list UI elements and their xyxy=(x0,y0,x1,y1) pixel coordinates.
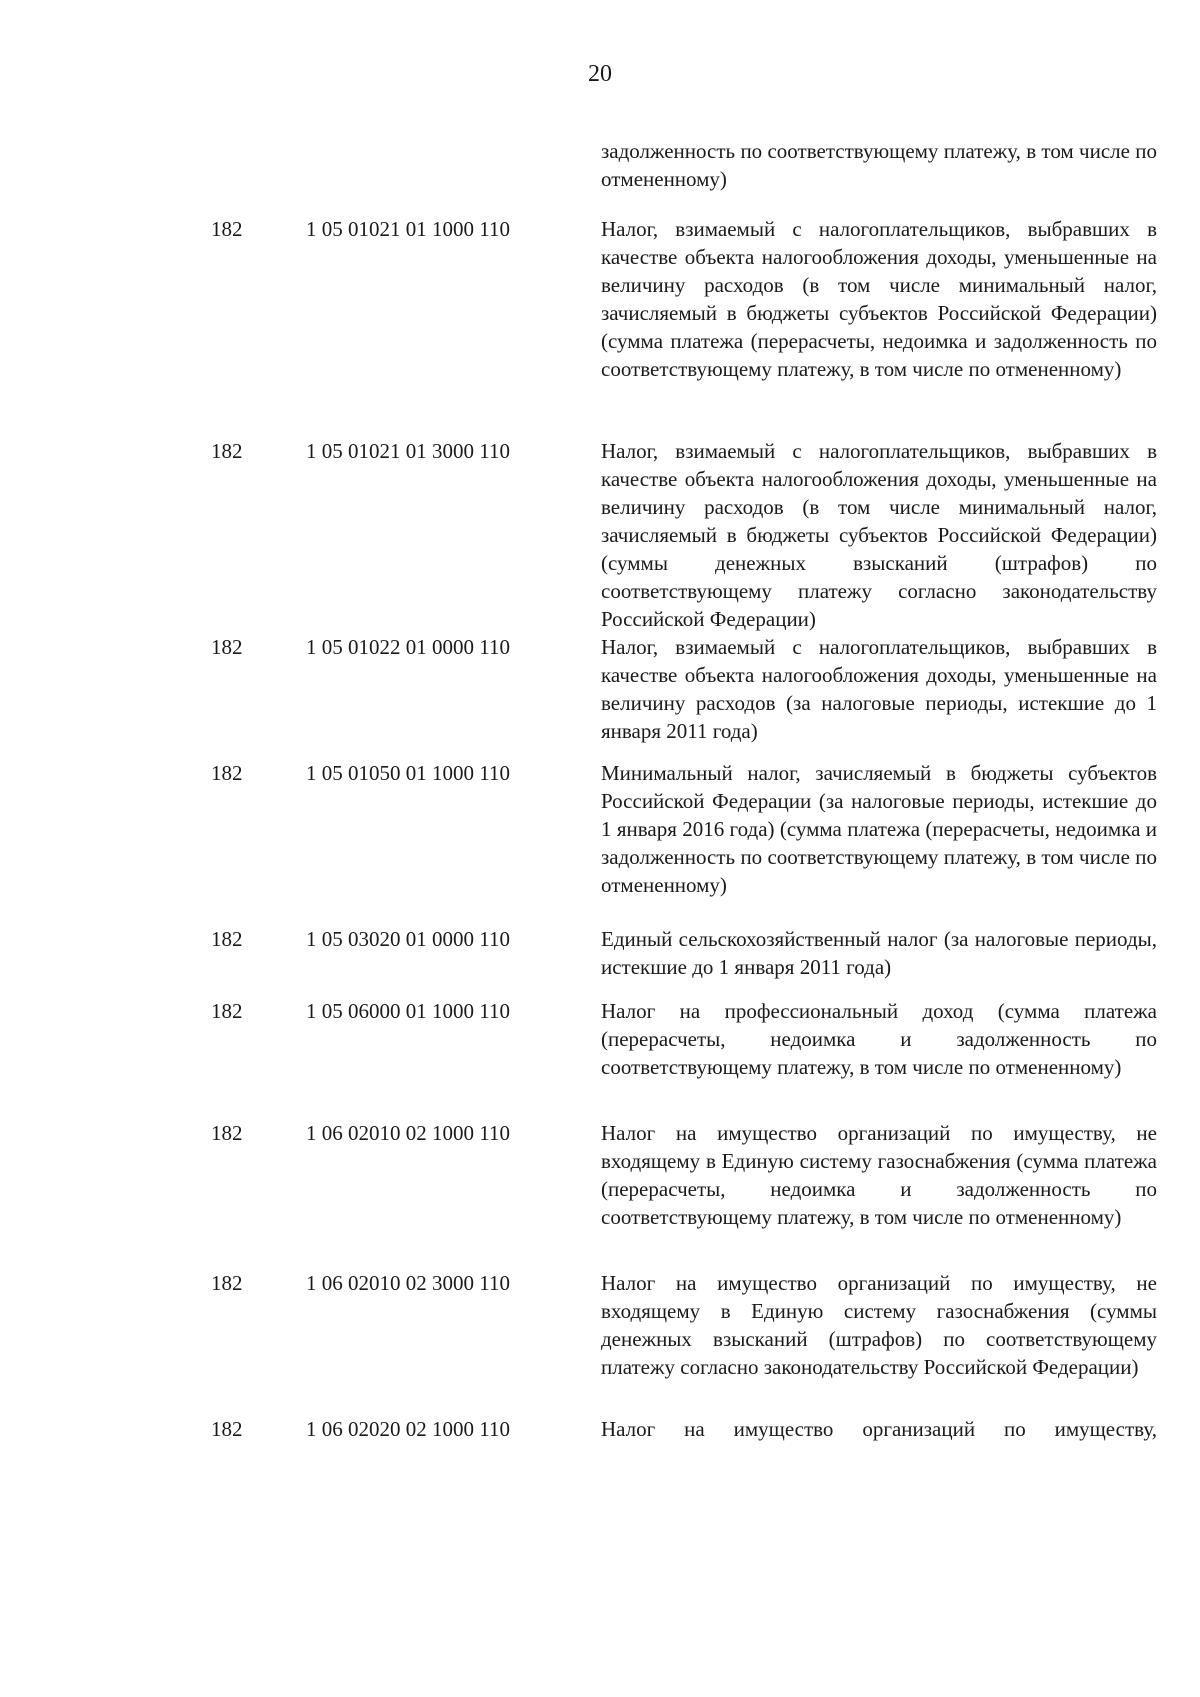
row-description: Единый сельскохозяйственный налог (за налоговые периоды, истекшие до 1 января 2011 года) xyxy=(601,927,1157,979)
kbk-code: 1 05 01021 01 1000 110 xyxy=(306,217,510,241)
row-description: Минимальный налог, зачисляемый в бюджеты субъектов Российской Федерации (за налоговые периоды, истекшие до 1 января 2016 года) (сумма платежа (перерасчеты, недоимка и задолженность по соответствующему платежу, в том числе по отмененному) xyxy=(601,761,1157,897)
row-description: Налог, взимаемый с налогоплательщиков, выбравших в качестве объекта налогообложения доходы, уменьшенные на величину расходов (за налоговые периоды, истекшие до 1 января 2011 года) xyxy=(601,635,1157,743)
row-description: Налог на имущество организаций по имуществу, не входящему в Единую систему газоснабжения (суммы денежных взысканий (штрафов) по соответствующему платежу согласно законодательству Российской Федерации) xyxy=(601,1271,1157,1379)
kbk-code: 1 05 01022 01 0000 110 xyxy=(306,635,510,659)
admin-code: 182 xyxy=(211,999,243,1023)
admin-code: 182 xyxy=(211,635,243,659)
admin-code: 182 xyxy=(211,439,243,463)
kbk-code: 1 05 06000 01 1000 110 xyxy=(306,999,510,1023)
admin-code: 182 xyxy=(211,1271,243,1295)
kbk-code: 1 06 02010 02 3000 110 xyxy=(306,1271,510,1295)
continuation-text: задолженность по соответствующему платежу, в том числе по отмененному) xyxy=(601,139,1157,191)
admin-code: 182 xyxy=(211,761,243,785)
kbk-code: 1 06 02020 02 1000 110 xyxy=(306,1417,510,1441)
page-number: 20 xyxy=(588,61,612,87)
admin-code: 182 xyxy=(211,927,243,951)
admin-code: 182 xyxy=(211,217,243,241)
row-description: Налог на имущество организаций по имуществу, не входящему в Единую систему газоснабжения (сумма платежа (перерасчеты, недоимка и задолженность по соответствующему платежу, в том числе по отмененному) xyxy=(601,1121,1157,1229)
kbk-code: 1 06 02010 02 1000 110 xyxy=(306,1121,510,1145)
row-description: Налог на профессиональный доход (сумма платежа (перерасчеты, недоимка и задолженность по соответствующему платежу, в том числе по отмененному) xyxy=(601,999,1157,1079)
row-description: Налог, взимаемый с налогоплательщиков, выбравших в качестве объекта налогообложения доходы, уменьшенные на величину расходов (в том числе минимальный налог, зачисляемый в бюджеты субъектов Российской Федерации) (сумма платежа (перерасчеты, недоимка и задолженность по соответствующему платежу, в том числе по отмененному) xyxy=(601,217,1157,381)
row-description: Налог, взимаемый с налогоплательщиков, выбравших в качестве объекта налогообложения доходы, уменьшенные на величину расходов (в том числе минимальный налог, зачисляемый в бюджеты субъектов Российской Федерации) (суммы денежных взысканий (штрафов) по соответствующему платежу согласно законодательству Российской Федерации) xyxy=(601,439,1157,631)
row-description: Налог на имущество организаций по имуществу, xyxy=(601,1417,1157,1441)
admin-code: 182 xyxy=(211,1121,243,1145)
kbk-code: 1 05 01050 01 1000 110 xyxy=(306,761,510,785)
admin-code: 182 xyxy=(211,1417,243,1441)
kbk-code: 1 05 03020 01 0000 110 xyxy=(306,927,510,951)
kbk-code: 1 05 01021 01 3000 110 xyxy=(306,439,510,463)
